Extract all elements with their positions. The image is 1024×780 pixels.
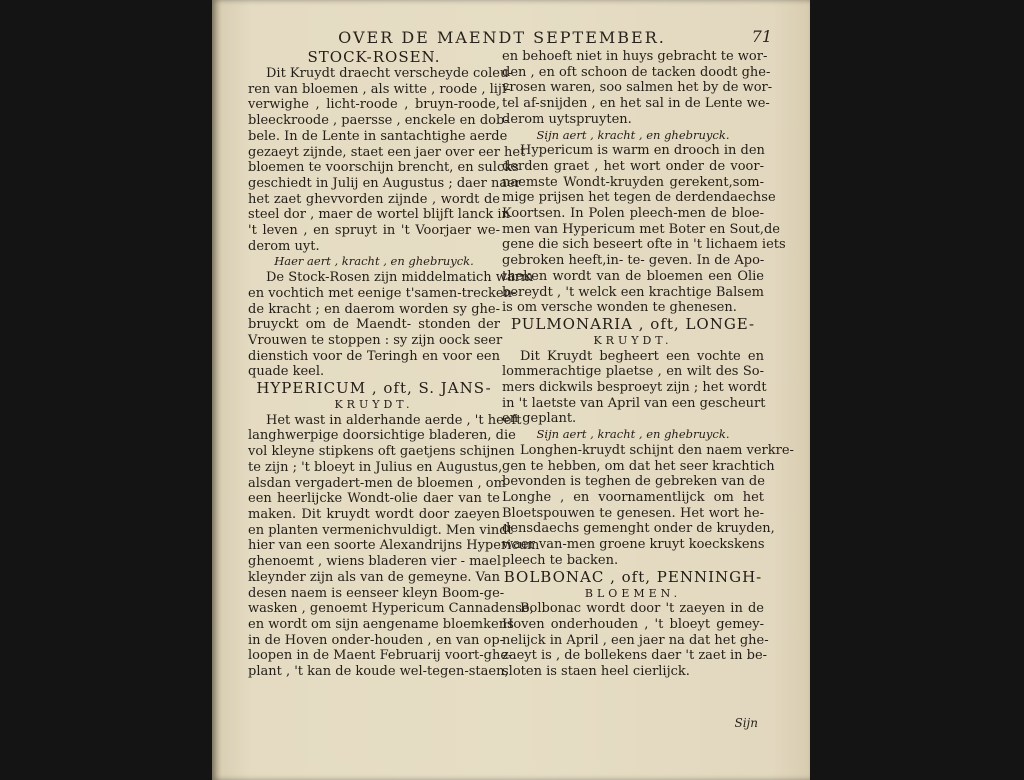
text-line: mige prijsen het tegen de derdendaechse bbox=[502, 190, 776, 206]
text-line: bele. In de Lente in santachtighe aerde bbox=[248, 128, 508, 144]
text-line: naemste Wondt-kruyden gerekent,som- bbox=[502, 174, 764, 190]
text-line: bleeckroode , paersse , enckele en dob- bbox=[248, 113, 509, 129]
text-line: ghenoemt , wiens bladeren vier - mael bbox=[248, 554, 502, 570]
text-line: nelijck in April , een jaer na dat het ghe- bbox=[502, 632, 769, 648]
text-line: desen naem is eenseer kleyn Boom-ge- bbox=[248, 585, 505, 601]
text-line: langhwerpige doorsichtige bladeren, die bbox=[248, 428, 516, 444]
text-line: Dit Kruydt begheert een vochte en bbox=[520, 348, 764, 364]
text-line: plant , 't kan de koude wel-tegen-staen, bbox=[248, 664, 509, 680]
text-line: Bloetspouwen te genesen. Het wort he- bbox=[502, 505, 764, 521]
text-line: gene die sich beseert ofte in 't lichaem iets bbox=[502, 237, 786, 253]
text-line: geschiedt in Julij en Augustus ; daer naer bbox=[248, 175, 521, 191]
text-line: pleech te backen. bbox=[502, 552, 619, 568]
text-line: Hypericum is warm en drooch in den bbox=[520, 143, 765, 159]
text-line: Koortsen. In Polen pleech-men de bloe- bbox=[502, 206, 764, 222]
text-line: verwighe , licht-roode , bruyn-roode, bbox=[248, 97, 500, 113]
text-line: is om versche wonden te ghenesen. bbox=[502, 300, 737, 316]
text-line: Sijn aert , kracht , en ghebruyck. bbox=[536, 427, 730, 442]
text-line: dienstich voor de Teringh en voor een bbox=[248, 348, 500, 364]
right-column bbox=[502, 49, 794, 680]
text-line: derden graet , het wort onder de voor- bbox=[502, 158, 764, 174]
text-line: Sijn aert , kracht , en ghebruyck. bbox=[536, 127, 730, 142]
text-line: in de Hoven onder-houden , en van op- bbox=[248, 632, 505, 648]
text-line: STOCK-ROSEN. bbox=[307, 48, 441, 66]
text-line: Vrouwen te stoppen : sy zijn oock seer bbox=[248, 332, 503, 348]
text-line: en planten vermenichvuldigt. Men vindt bbox=[248, 522, 513, 538]
text-line: in 't laetste van April van een gescheurt bbox=[502, 395, 766, 411]
page-number: 71 bbox=[751, 27, 772, 46]
text-line: gezaeyt zijnde, staet een jaer over eer het bbox=[248, 144, 526, 160]
text-line: waer van-men groene kruyt koeckskens bbox=[502, 537, 765, 553]
text-line: en behoeft niet in huys gebracht te wor- bbox=[502, 49, 768, 64]
text-line: ren van bloemen , als witte , roode , lijf- bbox=[248, 81, 511, 97]
text-line: KRUYDT. bbox=[334, 398, 414, 412]
text-line: het zaet ghevvorden zijnde , wordt de bbox=[248, 191, 500, 207]
text-line: Haer aert , kracht , en ghebruyck. bbox=[274, 254, 474, 269]
text-line: Longhen-kruydt schijnt den naem verkre- bbox=[520, 442, 794, 458]
text-line: 't leven , en spruyt in 't Voorjaer we- bbox=[248, 223, 500, 239]
text-line: Het wast in alderhande aerde , 't heeft bbox=[266, 412, 522, 428]
text-line: Bolbonac wordt door 't zaeyen in de bbox=[520, 601, 764, 617]
text-line: lommerachtige plaetse , en wilt des So- bbox=[502, 364, 764, 380]
text-line: en wordt om sijn aengename bloemkens bbox=[248, 616, 514, 632]
text-line: den , en oft schoon de tacken doodt ghe- bbox=[502, 64, 771, 80]
text-line: PULMONARIA , oft, LONGE- bbox=[510, 314, 756, 333]
text-line: vrosen waren, soo salmen het by de wor- bbox=[502, 80, 773, 96]
text-line: de kracht ; en daerom worden sy ghe- bbox=[248, 301, 500, 317]
text-line: densdaechs gemenght onder de kruyden, bbox=[502, 521, 775, 537]
text-line: en vochtich met eenige t'samen-trecken- bbox=[248, 285, 517, 301]
text-line: bereydt , 't welck een krachtige Balsem bbox=[502, 284, 764, 300]
text-line: gen te hebben, om dat het seer krachtich bbox=[502, 458, 775, 474]
text-line: steel dor , maer de wortel blijft lanck in bbox=[248, 207, 510, 223]
text-line: bevonden is teghen de gebreken van de bbox=[502, 474, 765, 490]
text-line: wasken , genoemt Hypericum Cannadense, bbox=[248, 601, 534, 617]
text-line: Longhe , en voornamentlijck om het bbox=[502, 489, 764, 505]
text-line: men van Hypericum met Boter en Sout,de bbox=[502, 221, 781, 237]
text-line: bruyckt om de Maendt- stonden der bbox=[248, 317, 500, 333]
text-line: Dit Kruydt draecht verscheyde coleu- bbox=[266, 66, 513, 81]
text-line: quade keel. bbox=[248, 364, 325, 380]
text-line: te zijn ; 't bloeyt in Julius en Augustus, bbox=[248, 459, 503, 475]
text-line: maken. Dit kruydt wordt door zaeyen bbox=[248, 506, 500, 522]
text-line: zaeyt is , de bollekens daer 't zaet in be- bbox=[502, 648, 768, 664]
text-line: mers dickwils besproeyt zijn ; het wordt bbox=[502, 380, 767, 396]
text-line: kleynder zijn als van de gemeyne. Van bbox=[248, 569, 500, 585]
text-line: BOLBONAC , oft, PENNINGH- bbox=[503, 567, 763, 586]
text-line: loopen in de Maent Februarij voort-ghe- bbox=[248, 648, 513, 664]
text-line: KRUYDT. bbox=[593, 333, 673, 347]
text-line: De Stock-Rosen zijn middelmatich warm bbox=[266, 270, 534, 286]
text-line: theken wordt van de bloemen een Olie bbox=[502, 268, 764, 284]
text-line: HYPERICUM , oft, S. JANS- bbox=[256, 379, 492, 398]
text-line: derom uytspruyten. bbox=[502, 111, 632, 127]
text-line: hier van een soorte Alexandrijns Hypericum bbox=[248, 538, 540, 554]
text-line: BLOEMEN. bbox=[584, 586, 682, 600]
running-head: OVER DE MAENDT SEPTEMBER. bbox=[338, 28, 666, 47]
text-line: Hoven onderhouden , 't bloeyt gemey- bbox=[502, 616, 764, 632]
text-line: gebroken heeft,in- te- geven. In de Apo- bbox=[502, 253, 765, 269]
text-line: en geplant. bbox=[502, 411, 577, 427]
text-line: vol kleyne stipkens oft gaetjens schijnen bbox=[248, 444, 515, 460]
text-line: derom uyt. bbox=[248, 238, 320, 254]
text-line: een heerlijcke Wondt-olie daer van te bbox=[248, 491, 500, 507]
book-page bbox=[212, 0, 810, 780]
text-line: tel af-snijden , en het sal in de Lente we- bbox=[502, 96, 770, 112]
text-line: bloemen te voorschijn brencht, en sulcks bbox=[248, 160, 519, 176]
catchword: Sijn bbox=[734, 716, 758, 730]
text-line: sloten is staen heel cierlijck. bbox=[502, 664, 690, 680]
text-line: alsdan vergadert-men de bloemen , om bbox=[248, 475, 506, 491]
